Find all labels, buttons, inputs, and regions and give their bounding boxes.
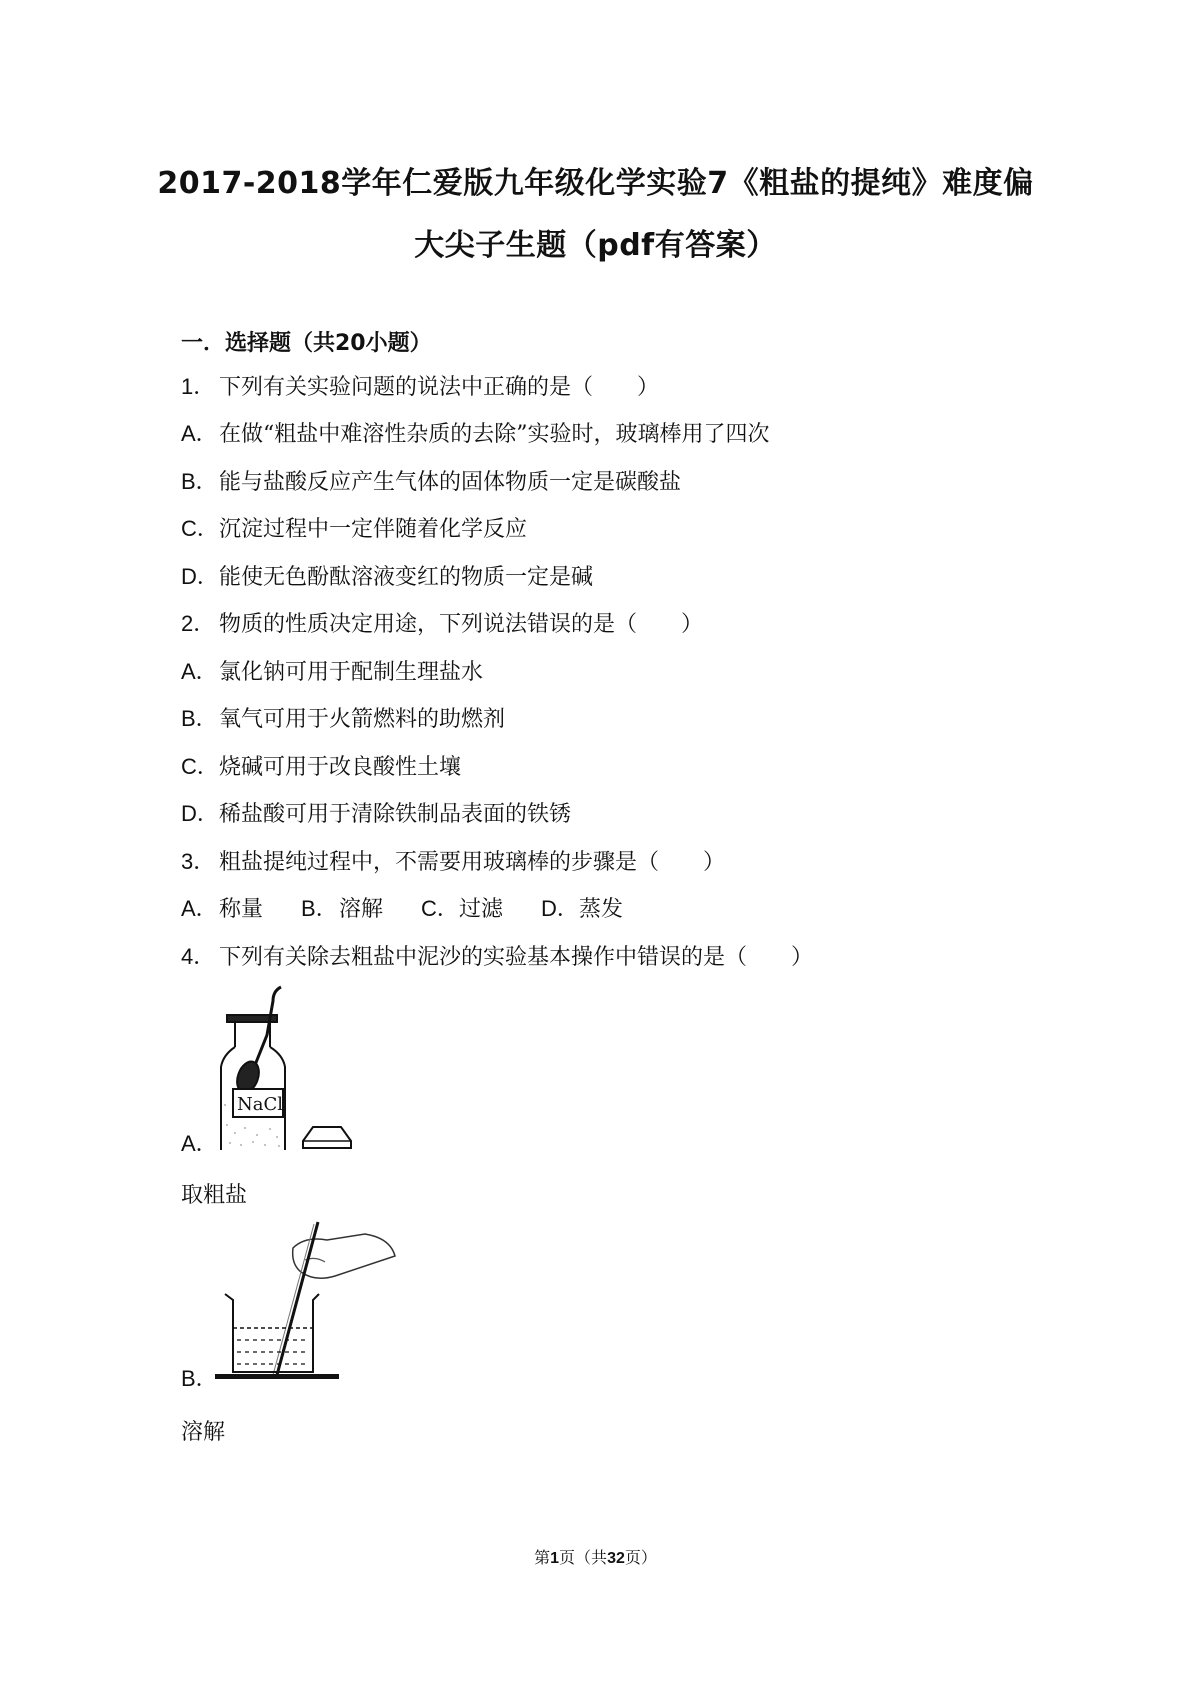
option-1d <box>181 560 593 591</box>
footer-prefix: 第 <box>534 1548 551 1567</box>
option-letter: B． <box>301 896 338 921</box>
document-title-line2: 大尖子生题（pdf有答案） <box>414 228 777 263</box>
option-letter: A． <box>181 659 218 684</box>
option-text: 氧气可用于火箭燃料的助燃剂 <box>219 707 506 732</box>
option-letter: C． <box>421 896 459 921</box>
figure-b-caption: 溶解 <box>181 1420 226 1445</box>
question-text: 下列有关除去粗盐中泥沙的实验基本操作中错误的是（ ） <box>219 945 814 970</box>
reagent-bottle-figure <box>215 985 365 1150</box>
option-3d <box>541 892 623 923</box>
question-text: 下列有关实验问题的说法中正确的是（ ） <box>219 375 660 400</box>
page-number: 1 <box>550 1550 560 1567</box>
option-letter: C． <box>181 516 219 541</box>
option-text: 能与盐酸反应产生气体的固体物质一定是碳酸盐 <box>219 470 682 495</box>
option-text: 在做“粗盐中难溶性杂质的去除”实验时，玻璃棒用了四次 <box>219 422 770 447</box>
figure-a-label: A． <box>181 1131 218 1156</box>
question-text: 粗盐提纯过程中，不需要用玻璃棒的步骤是（ ） <box>219 850 726 875</box>
figure-b-label: B． <box>181 1366 218 1391</box>
option-1c <box>181 512 527 543</box>
option-text: 蒸发 <box>579 897 624 922</box>
question-number: 1． <box>181 374 216 399</box>
option-letter: D． <box>541 896 579 921</box>
option-letter: D． <box>181 801 219 826</box>
option-2d <box>181 797 571 828</box>
option-2b <box>181 702 505 733</box>
option-1b <box>181 465 681 496</box>
option-text: 烧碱可用于改良酸性土壤 <box>219 755 462 780</box>
question-3-options <box>181 892 661 923</box>
option-letter: D． <box>181 564 219 589</box>
option-text: 稀盐酸可用于清除铁制品表面的铁锈 <box>219 802 572 827</box>
option-letter: B． <box>181 706 218 731</box>
document-title-line1: 2017-2018学年仁爱版九年级化学实验7《粗盐的提纯》难度偏 <box>157 166 1034 201</box>
option-3b <box>301 892 383 923</box>
question-2 <box>181 607 703 638</box>
footer-middle: 页（共 <box>559 1548 608 1567</box>
page-footer <box>0 1545 1191 1568</box>
question-4 <box>181 940 813 971</box>
question-number: 4． <box>181 944 216 969</box>
option-text: 氯化钠可用于配制生理盐水 <box>219 660 484 685</box>
beaker-stirring-figure <box>215 1210 405 1380</box>
option-text: 称量 <box>219 897 264 922</box>
option-2c <box>181 750 461 781</box>
question-text: 物质的性质决定用途，下列说法错误的是（ ） <box>219 612 704 637</box>
question-number: 2． <box>181 611 216 636</box>
footer-suffix: 页） <box>624 1548 657 1567</box>
option-letter: A． <box>181 421 218 446</box>
option-letter: A． <box>181 896 218 921</box>
question-3 <box>181 845 725 876</box>
option-3c <box>421 892 503 923</box>
option-letter: B． <box>181 469 218 494</box>
total-pages: 32 <box>607 1550 625 1567</box>
option-text: 过滤 <box>459 897 504 922</box>
figure-a-caption: 取粗盐 <box>181 1183 248 1208</box>
option-text: 沉淀过程中一定伴随着化学反应 <box>219 517 528 542</box>
option-text: 能使无色酚酞溶液变红的物质一定是碱 <box>219 565 594 590</box>
option-text: 溶解 <box>339 897 384 922</box>
option-2a <box>181 655 483 686</box>
question-number: 3． <box>181 849 216 874</box>
bottle-label-text: NaCl <box>237 1094 284 1115</box>
option-letter: C． <box>181 754 219 779</box>
section-heading: 一．选择题（共20小题） <box>181 331 432 356</box>
question-1 <box>181 370 659 401</box>
option-3a <box>181 892 263 923</box>
option-1a <box>181 417 770 448</box>
